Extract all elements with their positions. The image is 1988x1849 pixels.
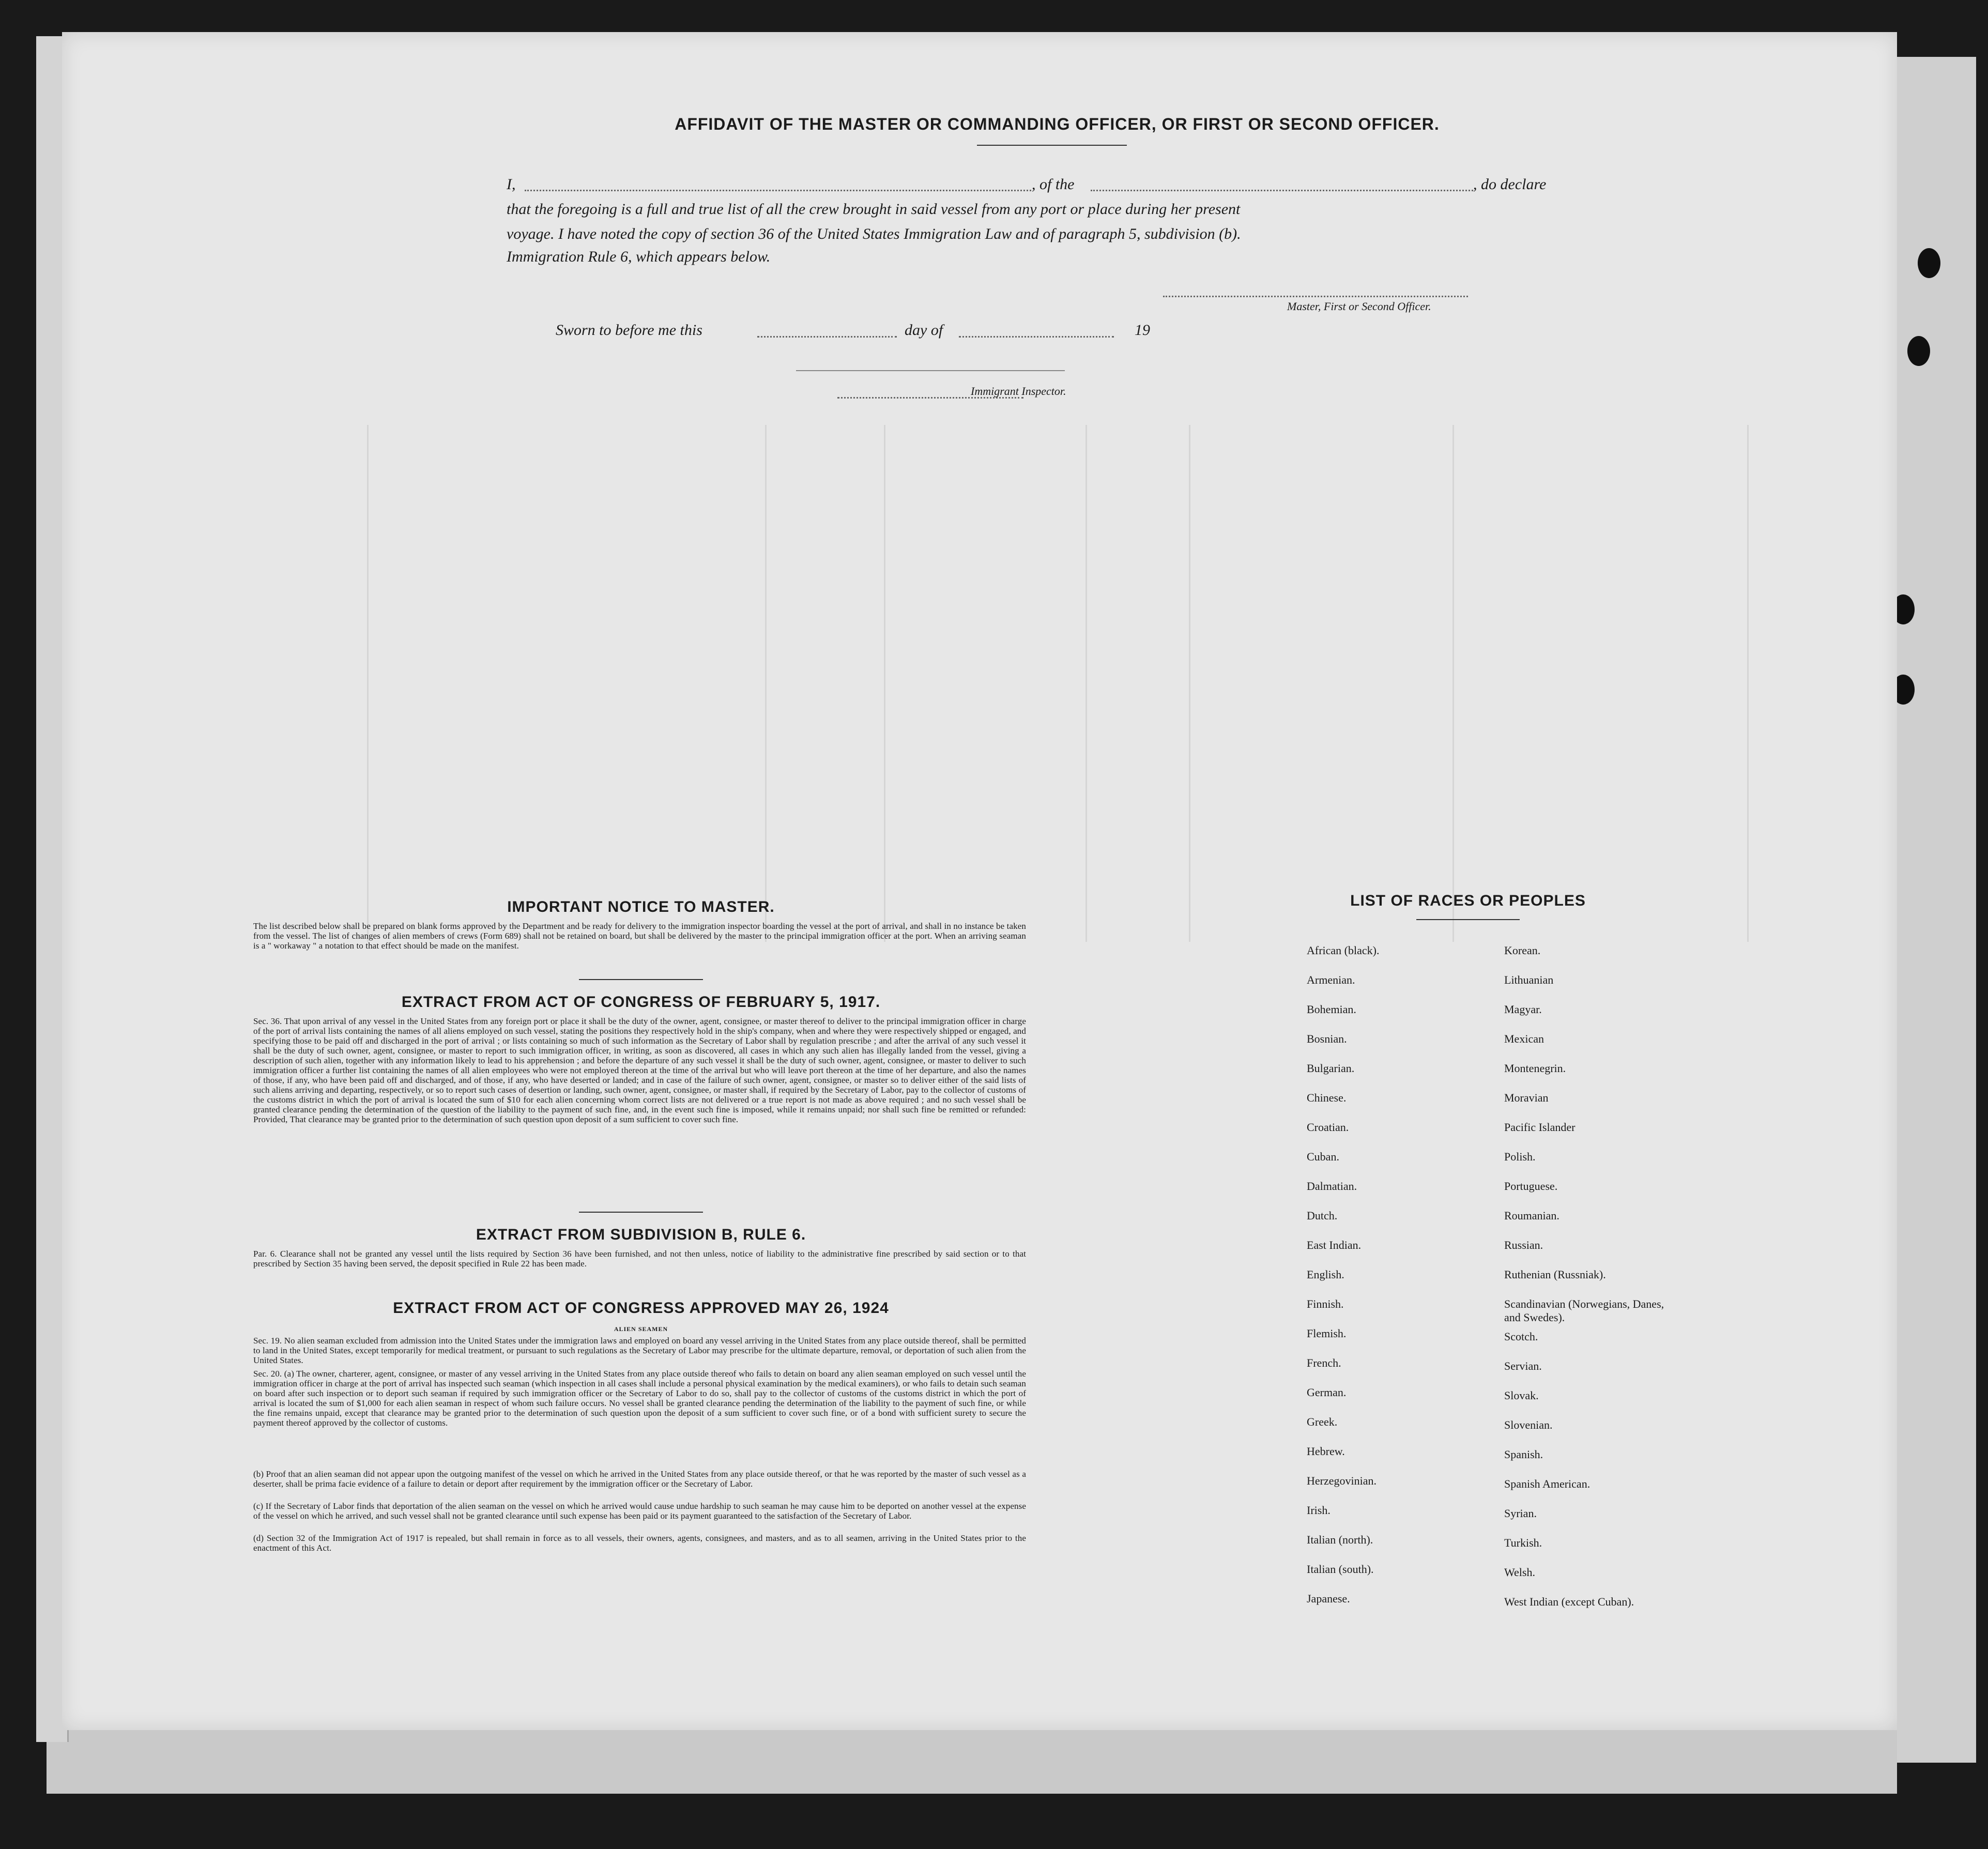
affidavit-line-2: that the foregoing is a full and true list of all the crew brought in said vessel from any port or place during her present [507,201,1241,218]
inspector-caption: Immigrant Inspector. [971,385,1066,398]
race-item: French. [1307,1356,1341,1369]
notice-title: IMPORTANT NOTICE TO MASTER. [507,898,775,915]
race-item: Mexican [1504,1032,1544,1045]
race-item: Dutch. [1307,1209,1338,1222]
punch-hole [1907,336,1930,366]
race-item: Magyar. [1504,1003,1542,1016]
master-caption: Master, First or Second Officer. [1287,300,1431,313]
race-item: Finnish. [1307,1297,1344,1310]
extract-rule6-text: Par. 6. Clearance shall not be granted any vessel until the lists required by Section 36 have been furnished, and not then unless, notice of liability to the administrative fine prescribed by said section or to that prescribed by Section 35 having been served, the deposit specified in Rule 22 has been made. [253,1249,1026,1269]
of-the-label: , of the [1032,176,1075,193]
race-item: Hebrew. [1307,1445,1345,1458]
race-item: Armenian. [1307,973,1355,986]
race-item: Japanese. [1307,1592,1350,1605]
divider [579,979,703,980]
extract-1924-title: EXTRACT FROM ACT OF CONGRESS APPROVED MAY 26, 1924 [393,1300,889,1317]
document-page [62,32,1897,1730]
race-item: Moravian [1504,1091,1549,1104]
race-item: Welsh. [1504,1566,1535,1579]
divider [796,370,1065,371]
divider [579,1212,703,1213]
race-item: Slovenian. [1504,1418,1553,1431]
race-item: Lithuanian [1504,973,1554,986]
race-item: Portuguese. [1504,1180,1558,1193]
back-sheet-bottom [47,1721,1897,1794]
race-item: East Indian. [1307,1239,1362,1251]
race-item: Ruthenian (Russniak). [1504,1268,1606,1281]
sec20a-text: Sec. 20. (a) The owner, charterer, agent, consignee, or master of any vessel arriving in the United States from any place outside thereof who fails to detain on board any alien seaman employed on such vessel until the immigration officer in charge at the port of arrival has inspected such seaman (which inspection in all cases shall include a personal physical examination by the medical examiners), or who fails to detain such seaman on board after such inspection or to deport such seaman if required by such immigration officer or the Secretary of Labor to do so, shall pay to the collector of customs of the customs district in which the port of arrival is located the sum of $1,000 for each alien seaman in respect of whom such failure occurs. No vessel shall be granted clearance pending the determination of the liability to the payment of such fine, or while the fine remains unpaid, except that clearance may be granted prior to the determination of such question upon the deposit of a sum sufficient to cover such fine, or of a bond with sufficient surety to secure the payment thereof approved by the collector of customs. [253,1369,1026,1428]
race-item: Spanish. [1504,1448,1543,1461]
vessel-blank[interactable] [1091,190,1473,191]
race-item: Scotch. [1504,1330,1538,1343]
race-item: Irish. [1307,1504,1331,1517]
race-item: Italian (north). [1307,1533,1373,1546]
affidavit-title: AFFIDAVIT OF THE MASTER OR COMMANDING OFFICER, OR FIRST OR SECOND OFFICER. [675,115,1440,133]
race-item: Slovak. [1504,1389,1539,1402]
do-declare-label: , do declare [1473,176,1547,193]
race-item: Bohemian. [1307,1003,1356,1016]
sworn-label: Sworn to before me this [556,322,702,339]
race-item: Greek. [1307,1415,1338,1428]
race-item: Roumanian. [1504,1209,1559,1222]
sworn-month-blank[interactable] [959,336,1114,338]
race-item: German. [1307,1386,1347,1399]
race-item: Korean. [1504,944,1541,957]
race-item: Pacific Islander [1504,1121,1576,1134]
sec20b-text: (b) Proof that an alien seaman did not appear upon the outgoing manifest of the vessel on which he arrived in the United States from any place outside thereof, or that he was reported by the master of such vessel as a deserter, shall be prima facie evidence of a failure to detain or deport after requirement by the immigration officer or the Secretary of Labor. [253,1469,1026,1489]
race-item: Montenegrin. [1504,1062,1566,1075]
name-blank[interactable] [525,190,1031,191]
extract-rule6-title: EXTRACT FROM SUBDIVISION B, RULE 6. [476,1226,806,1243]
race-item: Russian. [1504,1239,1543,1251]
punch-hole [1918,248,1940,278]
race-item: Turkish. [1504,1536,1542,1549]
sec19-text: Sec. 19. No alien seaman excluded from admission into the United States under the immigration laws and employed on board any vessel arriving in the United States from any place outside thereof, shall be permitted to land in the United States, except temporarily for medical treatment, or pursuant to such regulations as the Secretary of Labor may prescribe for the ultimate departure, removal, or deportation of such alien from the United States. [253,1336,1026,1365]
race-item: English. [1307,1268,1344,1281]
extract-1917-text: Sec. 36. That upon arrival of any vessel in the United States from any foreign port or place it shall be the duty of the owner, agent, consignee, or master thereof to deliver to the principal immigration officer in charge of the port of arrival lists containing the names of all aliens employed on such vessel, stating the positions they respectively hold in the ship's company, when and where they were respectively shipped or engaged, and specifying those to be paid off and discharged in the port of arrival ; or lists containing so much of such information as the Secretary of Labor shall by regulation prescribe ; and after the arrival of any such vessel it shall be the duty of such owner, agent, consignee, or master to report to such immigration officer, in writing, as soon as discovered, all cases in which any such alien has illegally landed from the vessel, giving a description of such alien, together with any information likely to lead to his apprehension ; and before the departure of any such vessel it shall be the duty of such owner, agent, consignee, or master to deliver to such immigration officer a further list containing the names of all alien employees who were not employed thereon at the time of the arrival but who will leave port thereon at the time of her departure, and also the names of those, if any, who have been paid off and discharged, and of those, if any, who have deserted or landed; and in case of the failure of such owner, agent, consignee, or master so to deliver either of the said lists of such aliens arriving and departing, respectively, or so to report such cases of desertion or landing, such owner, agent, consignee, or master shall, if required by the Secretary of Labor, pay to the collector of customs of the customs district in which the port of arrival is located the sum of $10 for each alien concerning whom correct lists are not delivered or a true report is not made as above required ; and no such vessel shall be granted clearance pending the determination of the question of the liability to the payment of such fine, and, in the event such fine is imposed, while it remains unpaid; nor shall such fine be remitted or refunded: Provided, That clearance may be granted prior to the determination of such question upon deposit of a sum sufficient to cover such fine. [253,1016,1026,1124]
affidavit-line-4: Immigration Rule 6, which appears below. [507,248,771,265]
races-title: LIST OF RACES OR PEOPLES [1350,892,1586,909]
day-of-label: day of [905,322,943,339]
race-item: Cuban. [1307,1150,1339,1163]
extract-1917-title: EXTRACT FROM ACT OF CONGRESS OF FEBRUARY 5, 1917. [401,994,881,1011]
notice-text: The list described below shall be prepared on blank forms approved by the Department and be ready for delivery to the immigration inspector boarding the vessel at the port of arrival, and shall in no instance be taken from the vessel. The list of changes of alien members of crews (Form 689) shall not be retained on board, but shall be delivered by the master to the principal immigration officer at the port. When an arriving seaman is a " workaway " a notation to that effect should be made on the manifest. [253,921,1026,951]
sworn-day-blank[interactable] [757,336,897,338]
divider [1416,919,1520,920]
race-item: Italian (south). [1307,1563,1374,1576]
race-item: West Indian (except Cuban). [1504,1595,1634,1608]
race-item: Polish. [1504,1150,1536,1163]
race-item: Chinese. [1307,1091,1347,1104]
divider [977,145,1127,146]
race-item: Spanish American. [1504,1477,1591,1490]
race-item: Croatian. [1307,1121,1349,1134]
race-item: Bosnian. [1307,1032,1347,1045]
affidavit-i-label: I, [507,176,516,193]
race-item: African (black). [1307,944,1380,957]
affidavit-line-3: voyage. I have noted the copy of section 36 of the United States Immigration Law and of paragraph 5, subdivision (b). [507,225,1241,242]
sec20d-text: (d) Section 32 of the Immigration Act of 1917 is repealed, but shall remain in force as to all vessels, their owners, agents, consignees, and masters, and as to all seamen, arriving in the United States prior to the enactment of this Act. [253,1533,1026,1553]
race-item: Syrian. [1504,1507,1537,1520]
race-item: Bulgarian. [1307,1062,1355,1075]
sec20c-text: (c) If the Secretary of Labor finds that deportation of the alien seaman on the vessel on which he arrived would cause undue hardship to such seaman he may cause him to be deported on another vessel at the expense of the vessel on which he arrived, and such vessel shall not be granted clearance until such expense has been paid or its payment guaranteed to the satisfaction of the Secretary of Labor. [253,1501,1026,1521]
extract-1924-subtitle: ALIEN SEAMEN [614,1325,668,1333]
year-label: 19 [1135,322,1150,339]
race-item: Herzegovinian. [1307,1474,1377,1487]
race-item: Servian. [1504,1359,1542,1372]
master-signature-blank[interactable] [1163,296,1468,297]
race-item: Dalmatian. [1307,1180,1357,1193]
race-item: Scandinavian (Norwegians, Danes, and Swedes). [1504,1297,1664,1324]
race-item: Flemish. [1307,1327,1347,1340]
